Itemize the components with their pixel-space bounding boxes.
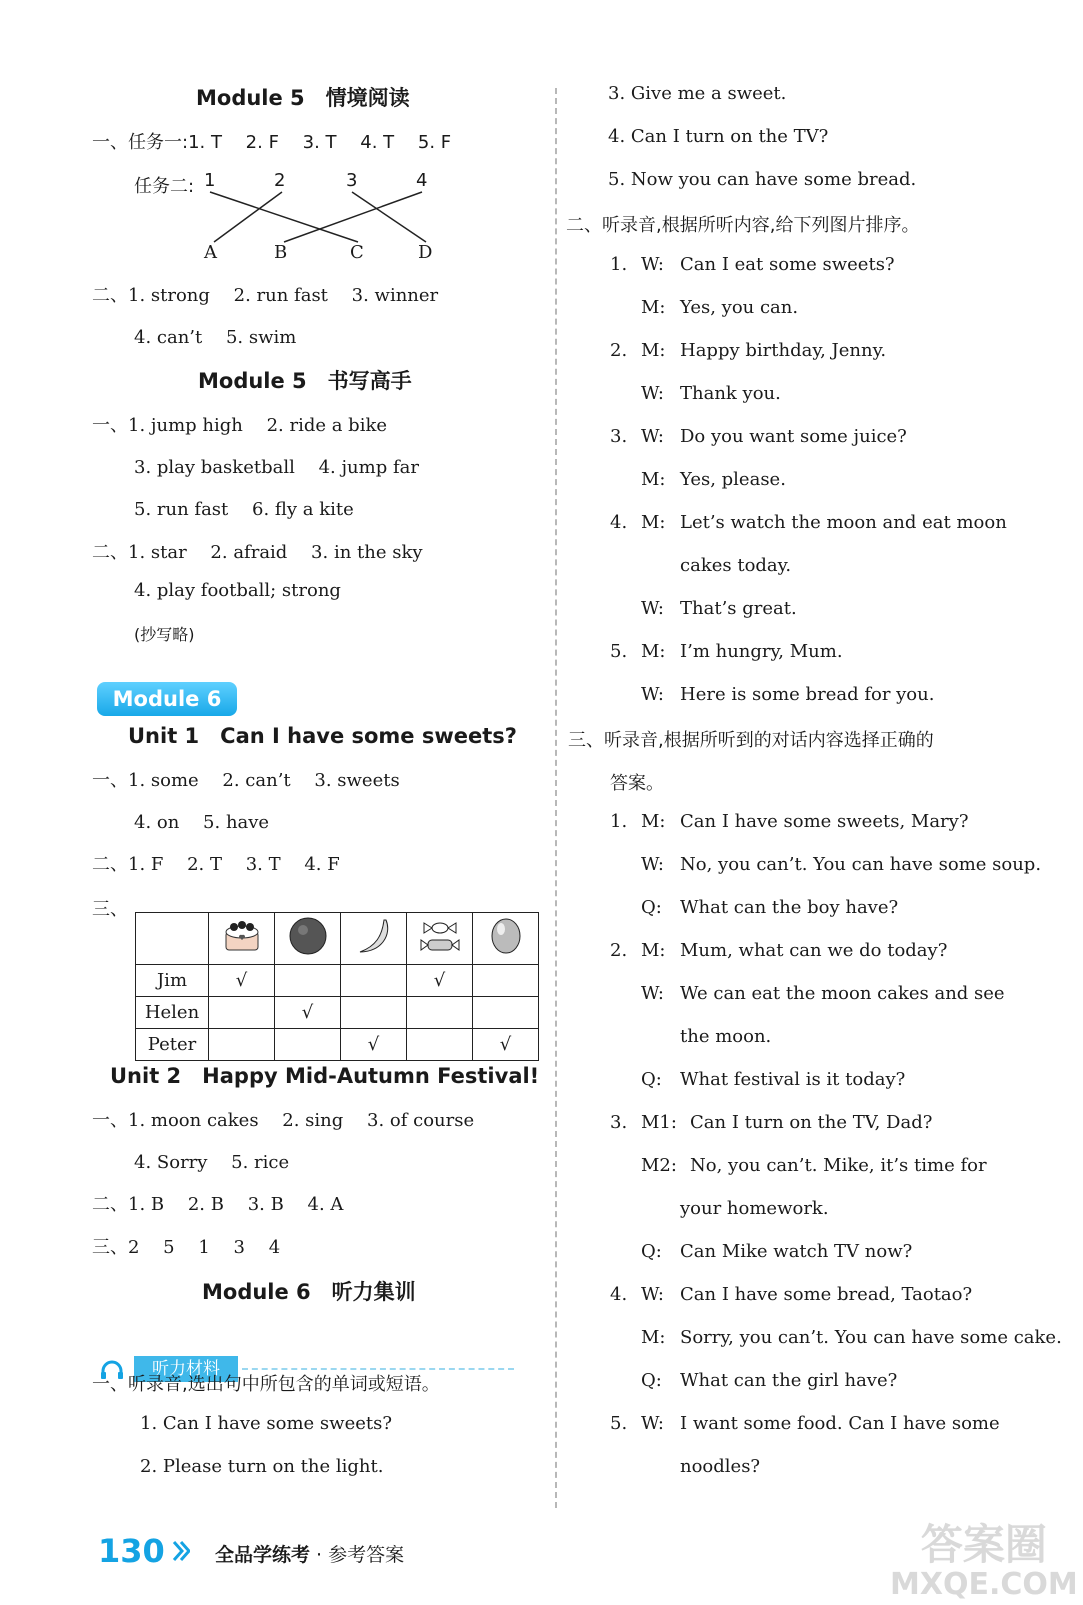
dialog-speaker: W: bbox=[641, 854, 665, 875]
m5-reading-task1: 一、任务一:1. T 2. F 3. T 4. T 5. F bbox=[92, 132, 452, 153]
match-num-3: 3 bbox=[346, 170, 358, 191]
dialog-line: What can the girl have? bbox=[680, 1370, 898, 1391]
dialog-line: We can eat the moon cakes and see bbox=[680, 983, 1005, 1004]
banana-icon bbox=[352, 914, 396, 958]
module6-listening-title: Module 6 听力集训 bbox=[202, 1280, 416, 1304]
match-letter-a: A bbox=[204, 242, 217, 263]
dialog-line: Can Mike watch TV now? bbox=[680, 1241, 913, 1262]
unit2-l1: 一、1. moon cakes 2. sing 3. of course bbox=[92, 1110, 475, 1131]
dialog-speaker: W: bbox=[641, 598, 665, 619]
dialog-line: Thank you. bbox=[680, 383, 781, 404]
unit2-l2: 4. Sorry 5. rice bbox=[134, 1152, 290, 1173]
listening-material-tag: 听力材料 bbox=[134, 1356, 238, 1382]
dialog-line: Let’s watch the moon and eat moon bbox=[680, 512, 1007, 533]
m5-writing-l1: 一、1. jump high 2. ride a bike bbox=[92, 415, 388, 436]
dialog-speaker: M: bbox=[641, 469, 666, 490]
listening-item-1: 1. Can I have some sweets? bbox=[140, 1413, 392, 1434]
dialog-number: 5. bbox=[610, 641, 628, 662]
dialog-line: Yes, please. bbox=[680, 469, 786, 490]
arrow-icon bbox=[172, 1540, 190, 1562]
dialog-speaker: W: bbox=[641, 383, 665, 404]
dialog-number: 4. bbox=[610, 1284, 628, 1305]
dialog-speaker: M: bbox=[641, 940, 666, 961]
listening-item-3: 3. Give me a sweet. bbox=[608, 83, 787, 104]
dialog-speaker: M1: bbox=[641, 1112, 677, 1133]
dialog-number: 1. bbox=[610, 254, 628, 275]
dialog-line: Can I eat some sweets? bbox=[680, 254, 895, 275]
m5-writing-l6: (抄写略) bbox=[134, 625, 195, 644]
m5-reading-q2-line1: 二、1. strong 2. run fast 3. winner bbox=[92, 285, 439, 306]
q2-title: 二、听录音,根据所听内容,给下列图片排序。 bbox=[566, 215, 920, 236]
dialog-line: I want some food. Can I have some bbox=[680, 1413, 1000, 1434]
dialog-line: Sorry, you can’t. You can have some cake. bbox=[680, 1327, 1062, 1348]
dialog-line: What festival is it today? bbox=[680, 1069, 906, 1090]
dialog-line: Can I turn on the TV, Dad? bbox=[690, 1112, 933, 1133]
module5-reading-title: Module 5 情境阅读 bbox=[196, 86, 410, 110]
dialog-line: What can the boy have? bbox=[680, 897, 899, 918]
m5-writing-l2: 3. play basketball 4. jump far bbox=[134, 457, 419, 478]
dialog-speaker: Q: bbox=[641, 1069, 662, 1090]
cake-icon bbox=[220, 914, 264, 958]
dialog-number: 2. bbox=[610, 340, 628, 361]
unit1-l3: 二、1. F 2. T 3. T 4. F bbox=[92, 854, 340, 875]
dialog-speaker: M: bbox=[641, 641, 666, 662]
dialog-line: noodles? bbox=[680, 1456, 761, 1477]
table-row: Peter √ √ bbox=[136, 1029, 539, 1061]
dialog-line: Happy birthday, Jenny. bbox=[680, 340, 887, 361]
task2-label: 任务二: bbox=[134, 176, 195, 197]
dialog-line: Can I have some bread, Taotao? bbox=[680, 1284, 973, 1305]
unit2-l3: 二、1. B 2. B 3. B 4. A bbox=[92, 1194, 344, 1215]
egg-icon bbox=[484, 914, 528, 958]
dialog-line: the moon. bbox=[680, 1026, 772, 1047]
dialog-line: cakes today. bbox=[680, 555, 792, 576]
dialog-speaker: M: bbox=[641, 512, 666, 533]
unit1-title: Unit 1 Can I have some sweets? bbox=[128, 724, 517, 748]
page-number: 130 bbox=[98, 1532, 165, 1570]
dialog-speaker: Q: bbox=[641, 1241, 662, 1262]
dialog-line: Can I have some sweets, Mary? bbox=[680, 811, 969, 832]
dialog-speaker: W: bbox=[641, 426, 665, 447]
matching-lines bbox=[190, 190, 450, 250]
q3-title-a: 三、听录音,根据所听到的对话内容选择正确的 bbox=[568, 730, 934, 751]
dialog-speaker: W: bbox=[641, 1413, 665, 1434]
dialog-speaker: W: bbox=[641, 254, 665, 275]
dialog-speaker: M: bbox=[641, 1327, 666, 1348]
match-letter-c: C bbox=[350, 242, 364, 263]
module5-writing-title: Module 5 书写高手 bbox=[198, 369, 412, 393]
m5-writing-l3: 5. run fast 6. fly a kite bbox=[134, 499, 354, 520]
dialog-speaker: M: bbox=[641, 340, 666, 361]
dialog-line: I’m hungry, Mum. bbox=[680, 641, 843, 662]
module6-badge: Module 6 bbox=[97, 682, 237, 716]
dialog-line: Mum, what can we do today? bbox=[680, 940, 948, 961]
listening-q1: 一、听录音,选出句中所包含的单词或短语。 bbox=[92, 1374, 440, 1395]
dialog-line: Here is some bread for you. bbox=[680, 684, 935, 705]
listening-item-4: 4. Can I turn on the TV? bbox=[608, 126, 829, 147]
match-letter-b: B bbox=[274, 242, 288, 263]
dialog-speaker: M: bbox=[641, 811, 666, 832]
dialog-line: Do you want some juice? bbox=[680, 426, 907, 447]
dialog-number: 3. bbox=[610, 1112, 628, 1133]
match-num-4: 4 bbox=[416, 170, 428, 191]
unit1-l1: 一、1. some 2. can’t 3. sweets bbox=[92, 770, 400, 791]
m5-writing-l4: 二、1. star 2. afraid 3. in the sky bbox=[92, 542, 423, 563]
dialog-number: 5. bbox=[610, 1413, 628, 1434]
dialog-number: 2. bbox=[610, 940, 628, 961]
unit2-l4: 三、2 5 1 3 4 bbox=[92, 1237, 281, 1258]
unit2-title: Unit 2 Happy Mid-Autumn Festival! bbox=[110, 1064, 540, 1088]
match-num-1: 1 bbox=[204, 170, 216, 191]
listening-item-2: 2. Please turn on the light. bbox=[140, 1456, 384, 1477]
dialog-line: Yes, you can. bbox=[680, 297, 799, 318]
sweets-icon bbox=[418, 914, 462, 958]
match-num-2: 2 bbox=[274, 170, 286, 191]
dialog-speaker: M2: bbox=[641, 1155, 677, 1176]
book-title: 全品学练考 · 参考答案 bbox=[215, 1544, 405, 1566]
listening-item-5: 5. Now you can have some bread. bbox=[608, 169, 917, 190]
orange-icon bbox=[286, 914, 330, 958]
unit1-l2: 4. on 5. have bbox=[134, 812, 270, 833]
dialog-speaker: M: bbox=[641, 297, 666, 318]
dialog-line: No, you can’t. You can have some soup. bbox=[680, 854, 1042, 875]
dialog-speaker: Q: bbox=[641, 1370, 662, 1391]
match-letter-d: D bbox=[418, 242, 433, 263]
dialog-speaker: W: bbox=[641, 983, 665, 1004]
dialog-speaker: Q: bbox=[641, 897, 662, 918]
dialog-line: your homework. bbox=[680, 1198, 829, 1219]
dialog-speaker: W: bbox=[641, 684, 665, 705]
dialog-line: That’s great. bbox=[680, 598, 797, 619]
table-row: Jim √ √ bbox=[136, 965, 539, 997]
m5-reading-q2-line2: 4. can’t 5. swim bbox=[134, 327, 297, 348]
dialog-line: No, you can’t. Mike, it’s time for bbox=[690, 1155, 987, 1176]
dialog-number: 1. bbox=[610, 811, 628, 832]
table-corner bbox=[136, 913, 209, 965]
m5-writing-l5: 4. play football; strong bbox=[134, 580, 341, 601]
food-table bbox=[135, 912, 539, 1061]
dialog-speaker: W: bbox=[641, 1284, 665, 1305]
dialog-number: 4. bbox=[610, 512, 628, 533]
table-row: Helen √ bbox=[136, 997, 539, 1029]
watermark: 答案圈 MXQE.COM bbox=[890, 1520, 1078, 1602]
q3-title-b: 答案。 bbox=[610, 773, 664, 794]
unit1-table-label: 三、 bbox=[92, 899, 128, 920]
dialog-number: 3. bbox=[610, 426, 628, 447]
column-divider bbox=[555, 88, 557, 1508]
